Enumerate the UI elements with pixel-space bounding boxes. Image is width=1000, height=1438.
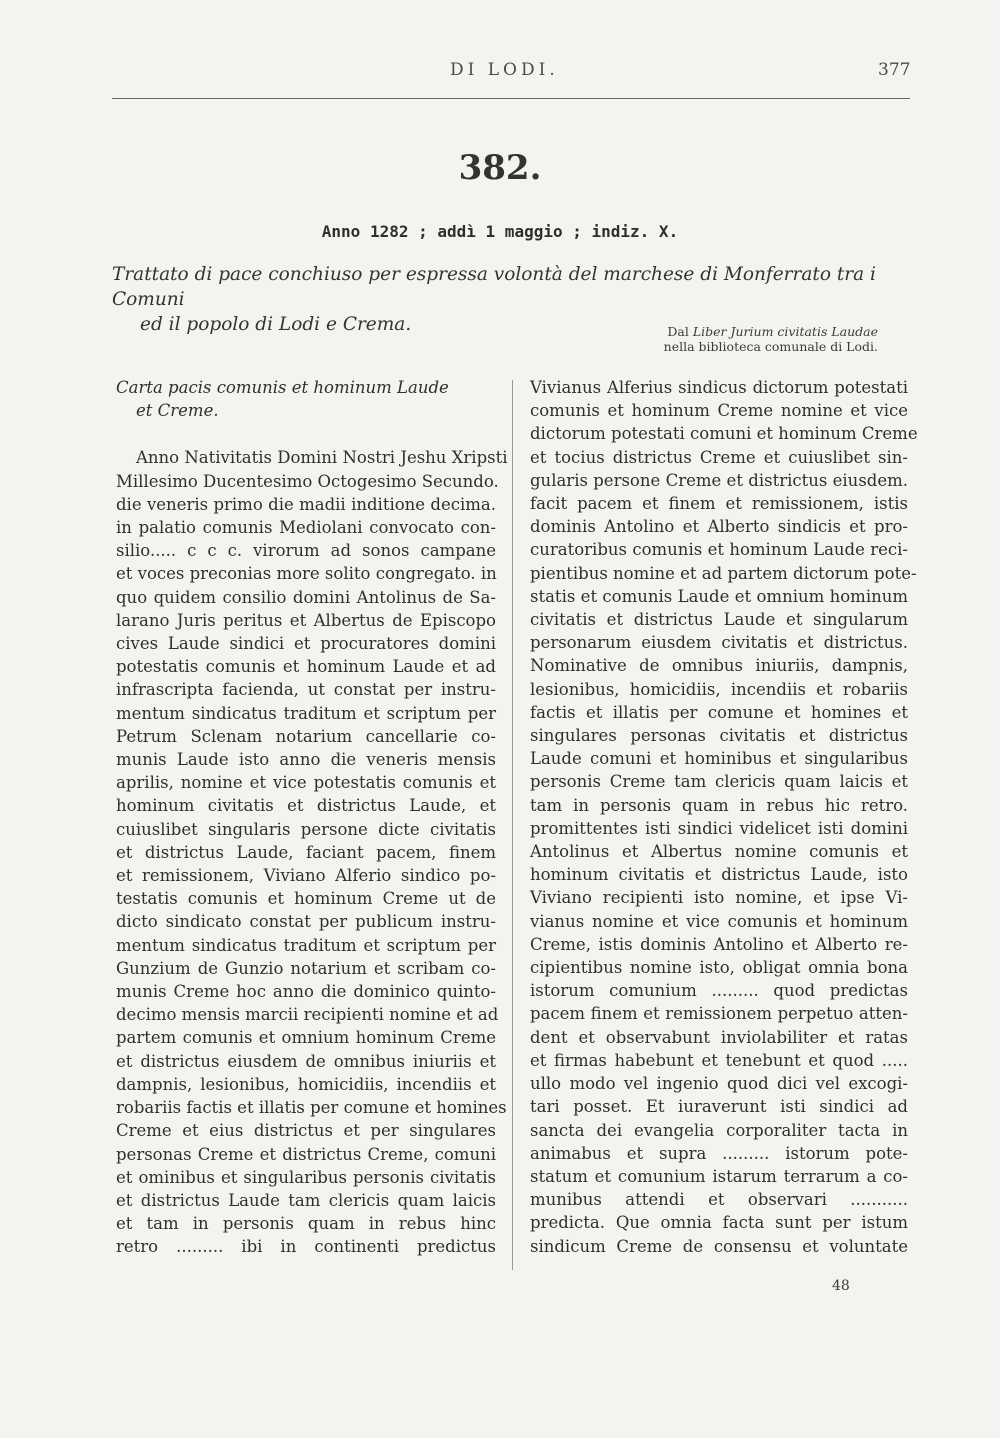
text-line: quo quidem consilio domini Antolinus de Sa- bbox=[116, 587, 496, 607]
text-line: comunis et hominum Creme nomine et vice bbox=[530, 401, 908, 421]
text-line: et ominibus et singularibus personis civitatis bbox=[116, 1167, 496, 1187]
text-line: sindicum Creme de consensu et voluntate bbox=[530, 1236, 908, 1256]
text-line: mentum sindicatus traditum et scriptum per bbox=[116, 935, 496, 955]
text-line: dictorum potestati comuni et hominum Creme bbox=[530, 424, 918, 444]
text-line: Nominative de omnibus iniuriis, dampnis, bbox=[530, 656, 908, 676]
text-line: personas Creme et districtus Creme, comuni bbox=[116, 1144, 496, 1164]
text-line: statis et comunis Laude et omnium hominum bbox=[530, 586, 908, 606]
text-line: munibus attendi et observari ........... bbox=[530, 1190, 908, 1210]
text-line: statum et comunium istarum terrarum a co- bbox=[530, 1166, 908, 1186]
heading-line: et Creme. bbox=[136, 401, 219, 421]
text-line: mentum sindicatus traditum et scriptum per bbox=[116, 703, 496, 723]
text-line: dampnis, lesionibus, homicidiis, incendiis et bbox=[116, 1074, 496, 1094]
text-line: personis Creme tam clericis quam laicis et bbox=[530, 772, 908, 792]
signature-mark: 48 bbox=[832, 1278, 850, 1294]
right-column-body bbox=[530, 376, 918, 1258]
text-line: munis Creme hoc anno die dominico quinto- bbox=[116, 982, 496, 1002]
text-line: personarum eiusdem civitatis et districtus. bbox=[530, 633, 908, 653]
text-line: cives Laude sindici et procuratores domini bbox=[116, 634, 496, 654]
text-line: Antolinus et Albertus nomine comunis et bbox=[530, 842, 908, 862]
text-line: pientibus nomine et ad partem dictorum pote- bbox=[530, 563, 917, 583]
text-line: singulares personas civitatis et districtus bbox=[530, 726, 908, 746]
text-line: factis et illatis per comune et homines et bbox=[530, 702, 908, 722]
text-line: et districtus Laude, faciant pacem, finem bbox=[116, 842, 496, 862]
running-title: DI LODI. bbox=[450, 60, 559, 80]
text-line: animabus et supra ......... istorum pote- bbox=[530, 1143, 908, 1163]
text-line: Creme, istis dominis Antolino et Alberto re- bbox=[530, 934, 908, 954]
document-date-line: Anno 1282 ; addì 1 maggio ; indiz. X. bbox=[321, 222, 679, 241]
text-line: Viviano recipienti isto nomine, et ipse Vi- bbox=[530, 888, 908, 908]
text-line: Petrum Sclenam notarium cancellarie co- bbox=[116, 726, 496, 746]
text-line: cipientibus nomine isto, obligat omnia bona bbox=[530, 958, 908, 978]
text-line: tam in personis quam in rebus hic retro. bbox=[530, 795, 908, 815]
heading-line: Carta pacis comunis et hominum Laude bbox=[116, 378, 449, 397]
header-rule bbox=[112, 98, 910, 99]
text-line: Vivianus Alferius sindicus dictorum potestati bbox=[530, 378, 908, 397]
text-line: tari posset. Et iuraverunt isti sindici ad bbox=[530, 1097, 908, 1117]
text-line: curatoribus comunis et hominum Laude reci- bbox=[530, 540, 908, 560]
source-title: Liber Jurium civitatis Laudae bbox=[692, 324, 878, 339]
text-line: cuiuslibet singularis persone dicte civitatis bbox=[116, 819, 496, 839]
text-line: silio..... c c c. virorum ad sonos campane bbox=[116, 541, 496, 561]
text-line: in palatio comunis Mediolani convocato con- bbox=[116, 518, 496, 538]
text-line: lesionibus, homicidiis, incendiis et robariis bbox=[530, 679, 908, 699]
text-line: dent et observabunt inviolabiliter et ratas bbox=[530, 1027, 908, 1047]
text-line: hominum civitatis et districtus Laude, et bbox=[116, 796, 496, 816]
text-line: potestatis comunis et hominum Laude et ad bbox=[116, 657, 496, 677]
text-line: Laude comuni et hominibus et singularibus bbox=[530, 749, 908, 769]
text-line: et districtus eiusdem de omnibus iniuriis et bbox=[116, 1051, 496, 1071]
text-line: robariis factis et illatis per comune et homines bbox=[116, 1098, 507, 1118]
text-line: gularis persone Creme et districtus eiusdem. bbox=[530, 470, 908, 490]
text-line: et remissionem, Viviano Alferio sindico po- bbox=[116, 866, 496, 886]
text-line: die veneris primo die madii inditione decima. bbox=[116, 494, 496, 514]
right-column bbox=[530, 376, 918, 1258]
text-line: civitatis et districtus Laude et singularum bbox=[530, 610, 908, 630]
text-line: larano Juris peritus et Albertus de Episcopo bbox=[116, 610, 496, 630]
text-line: predicta. Que omnia facta sunt per istum bbox=[530, 1213, 908, 1233]
left-column-body bbox=[116, 446, 508, 1258]
text-line: et tam in personis quam in rebus hinc bbox=[116, 1214, 496, 1234]
text-line: retro ......... ibi in continenti predictus bbox=[116, 1237, 496, 1257]
text-line: sancta dei evangelia corporaliter tacta in bbox=[530, 1120, 908, 1140]
text-line: istorum comunium ......... quod predictas bbox=[530, 981, 908, 1001]
text-line: et districtus Laude tam clericis quam laicis bbox=[116, 1190, 496, 1210]
heading-gap bbox=[116, 422, 496, 446]
source-location: nella biblioteca comunale di Lodi. bbox=[663, 339, 878, 354]
text-line: et firmas habebunt et tenebunt et quod ..... bbox=[530, 1050, 908, 1070]
summary-line-2: ed il popolo di Lodi e Crema. bbox=[140, 314, 412, 335]
text-line: decimo mensis marcii recipienti nomine et ad bbox=[116, 1005, 499, 1025]
text-line: dominis Antolino et Alberto sindicis et pro- bbox=[530, 517, 908, 537]
text-line: Gunzium de Gunzio notarium et scribam co- bbox=[116, 958, 496, 978]
text-line: pacem finem et remissionem perpetuo atten- bbox=[530, 1004, 908, 1024]
text-line: munis Laude isto anno die veneris mensis bbox=[116, 750, 496, 770]
text-line: testatis comunis et hominum Creme ut de bbox=[116, 889, 496, 909]
source-note bbox=[560, 324, 878, 354]
text-line: hominum civitatis et districtus Laude, isto bbox=[530, 865, 908, 885]
running-head bbox=[0, 60, 1000, 84]
text-line: dicto sindicato constat per publicum instru- bbox=[116, 912, 496, 932]
text-line: ullo modo vel ingenio quod dici vel excogi- bbox=[530, 1074, 908, 1094]
text-line: Millesimo Ducentesimo Octogesimo Secundo. bbox=[116, 471, 499, 491]
text-line: promittentes isti sindici videlicet isti domini bbox=[530, 818, 908, 838]
text-line: et voces preconias more solito congregato. in bbox=[116, 564, 497, 584]
document-number: 382. bbox=[458, 148, 542, 188]
summary-line-1: Trattato di pace conchiuso per espressa volontà del marchese di Monferrato tra i Comuni bbox=[112, 264, 876, 310]
text-line: infrascripta facienda, ut constat per instru- bbox=[116, 680, 496, 700]
page-number: 377 bbox=[878, 60, 911, 80]
text-line: aprilis, nomine et vice potestatis comunis et bbox=[116, 773, 496, 793]
left-column bbox=[116, 376, 508, 1259]
text-line: facit pacem et finem et remissionem, istis bbox=[530, 494, 908, 514]
column-divider bbox=[512, 380, 513, 1270]
text-line: Creme et eius districtus et per singulares bbox=[116, 1121, 496, 1141]
text-line: partem comunis et omnium hominum Creme bbox=[116, 1028, 496, 1048]
source-prefix: Dal bbox=[667, 324, 689, 339]
text-line: Anno Nativitatis Domini Nostri Jeshu Xripsti bbox=[136, 448, 508, 468]
text-line: vianus nomine et vice comunis et hominum bbox=[530, 911, 908, 931]
text-line: et tocius districtus Creme et cuiuslibet sin- bbox=[530, 447, 908, 467]
left-column-heading bbox=[116, 376, 496, 422]
